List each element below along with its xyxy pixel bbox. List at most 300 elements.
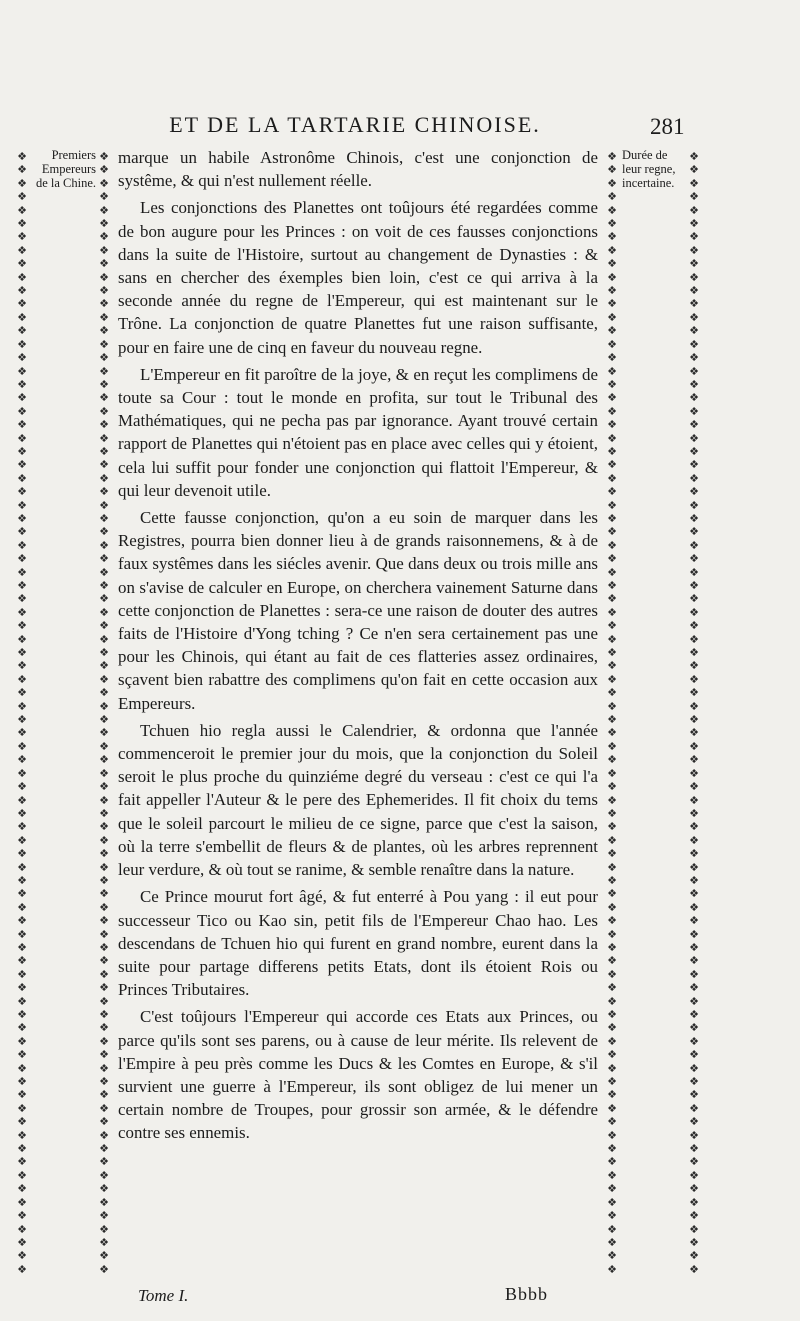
ornament-glyph: ❖ bbox=[99, 1088, 109, 1102]
ornament-glyph: ❖ bbox=[689, 270, 699, 284]
ornament-glyph: ❖ bbox=[689, 391, 699, 405]
ornament-glyph: ❖ bbox=[99, 310, 109, 324]
ornament-glyph: ❖ bbox=[689, 190, 699, 204]
ornament-glyph: ❖ bbox=[689, 981, 699, 995]
ornament-glyph: ❖ bbox=[99, 605, 109, 619]
ornament-glyph: ❖ bbox=[17, 592, 27, 606]
ornament-glyph: ❖ bbox=[99, 981, 109, 995]
ornament-glyph: ❖ bbox=[607, 1115, 617, 1129]
ornament-glyph: ❖ bbox=[99, 337, 109, 351]
ornament-glyph: ❖ bbox=[17, 686, 27, 700]
ornament-glyph: ❖ bbox=[607, 699, 617, 713]
ornament-glyph: ❖ bbox=[689, 619, 699, 633]
ornament-glyph: ❖ bbox=[607, 284, 617, 298]
ornament-glyph: ❖ bbox=[17, 418, 27, 432]
ornament-glyph: ❖ bbox=[99, 1155, 109, 1169]
main-text bbox=[118, 146, 598, 1149]
ornament-glyph: ❖ bbox=[689, 887, 699, 901]
ornament-glyph: ❖ bbox=[99, 766, 109, 780]
ornament-glyph: ❖ bbox=[99, 1048, 109, 1062]
paragraph: Ce Prince mourut fort âgé, & fut enterré à Pou yang : il eut pour successeur Tico ou Kao sin, petit fils de l'Empereur Chao hao. Les descendans de Tchuen hio qui furent en grand nombre, eurent dans la suite pour partage differens petits Etats, dont ils étoient Rois ou Princes Tributaires. bbox=[118, 887, 598, 1000]
ornament-glyph: ❖ bbox=[607, 498, 617, 512]
ornament-glyph: ❖ bbox=[689, 1048, 699, 1062]
ornament-glyph: ❖ bbox=[689, 1008, 699, 1021]
ornament-glyph: ❖ bbox=[607, 1262, 617, 1276]
ornament-glyph: ❖ bbox=[17, 525, 27, 539]
ornament-glyph: ❖ bbox=[17, 1222, 27, 1236]
ornament-glyph: ❖ bbox=[607, 511, 617, 525]
ornament-glyph: ❖ bbox=[99, 592, 109, 606]
ornament-glyph: ❖ bbox=[17, 619, 27, 633]
ornament-glyph: ❖ bbox=[689, 1209, 699, 1223]
ornament-column-right-outer bbox=[686, 150, 702, 1280]
ornament-glyph: ❖ bbox=[689, 1195, 699, 1209]
ornament-glyph: ❖ bbox=[17, 217, 27, 231]
ornament-glyph: ❖ bbox=[17, 203, 27, 217]
ornament-glyph: ❖ bbox=[17, 1195, 27, 1209]
ornament-glyph: ❖ bbox=[689, 860, 699, 874]
ornament-glyph: ❖ bbox=[689, 1034, 699, 1048]
ornament-glyph: ❖ bbox=[17, 163, 27, 177]
ornament-glyph: ❖ bbox=[607, 579, 617, 592]
ornament-glyph: ❖ bbox=[99, 297, 109, 311]
ornament-glyph: ❖ bbox=[607, 914, 617, 928]
ornament-glyph: ❖ bbox=[17, 940, 27, 954]
ornament-glyph: ❖ bbox=[17, 994, 27, 1008]
ornament-glyph: ❖ bbox=[689, 967, 699, 981]
ornament-glyph: ❖ bbox=[689, 592, 699, 606]
ornament-glyph: ❖ bbox=[607, 1182, 617, 1196]
ornament-glyph: ❖ bbox=[689, 579, 699, 592]
ornament-glyph: ❖ bbox=[17, 1142, 27, 1156]
ornament-glyph: ❖ bbox=[17, 1209, 27, 1223]
ornament-glyph: ❖ bbox=[99, 243, 109, 257]
ornament-glyph: ❖ bbox=[689, 176, 699, 190]
ornament-glyph: ❖ bbox=[99, 820, 109, 834]
ornament-glyph: ❖ bbox=[607, 337, 617, 351]
ornament-glyph: ❖ bbox=[17, 579, 27, 592]
ornament-glyph: ❖ bbox=[607, 257, 617, 271]
ornament-glyph: ❖ bbox=[607, 431, 617, 445]
ornament-glyph: ❖ bbox=[17, 431, 27, 445]
ornament-glyph: ❖ bbox=[689, 1088, 699, 1102]
ornament-glyph: ❖ bbox=[607, 1075, 617, 1089]
ornament-glyph: ❖ bbox=[689, 900, 699, 914]
ornament-glyph: ❖ bbox=[99, 391, 109, 405]
ornament-glyph: ❖ bbox=[689, 739, 699, 753]
ornament-column-right-inner bbox=[604, 150, 620, 1280]
ornament-glyph: ❖ bbox=[607, 954, 617, 968]
ornament-glyph: ❖ bbox=[99, 377, 109, 391]
ornament-glyph: ❖ bbox=[607, 900, 617, 914]
ornament-glyph: ❖ bbox=[607, 873, 617, 887]
ornament-glyph: ❖ bbox=[607, 485, 617, 499]
ornament-glyph: ❖ bbox=[17, 552, 27, 566]
ornament-glyph: ❖ bbox=[99, 257, 109, 271]
ornament-glyph: ❖ bbox=[99, 967, 109, 981]
ornament-glyph: ❖ bbox=[99, 940, 109, 954]
ornament-glyph: ❖ bbox=[17, 404, 27, 418]
ornament-glyph: ❖ bbox=[17, 833, 27, 847]
paragraph: Cette fausse conjonction, qu'on a eu soin de marquer dans les Registres, pourra bien donner lieu à de grands raisonnemens, & à de faux systêmes dans les siécles avenir. Que dans deux ou trois mille ans on s'avise de calculer en Europe, on cherchera vainement Saturne dans cette conjonction de Planettes : sera-ce une raison de douter des autres faits de l'Histoire d'Yong tching ? Ce n'en sera certainement pas une pour les Chinois, qui étant au fait de ces flatteries assez ordinaires, sçavent bien rabattre des complimens qu'on fait en cette occasion aux Empereurs. bbox=[118, 508, 598, 713]
ornament-glyph: ❖ bbox=[689, 806, 699, 820]
ornament-glyph: ❖ bbox=[689, 1061, 699, 1075]
ornament-glyph: ❖ bbox=[607, 605, 617, 619]
ornament-glyph: ❖ bbox=[689, 793, 699, 807]
ornament-glyph: ❖ bbox=[99, 646, 109, 660]
ornament-glyph: ❖ bbox=[689, 1128, 699, 1142]
ornament-glyph: ❖ bbox=[607, 471, 617, 485]
ornament-glyph: ❖ bbox=[17, 847, 27, 861]
ornament-glyph: ❖ bbox=[99, 793, 109, 807]
ornament-glyph: ❖ bbox=[99, 833, 109, 847]
ornament-glyph: ❖ bbox=[607, 686, 617, 700]
ornament-glyph: ❖ bbox=[17, 1155, 27, 1169]
ornament-glyph: ❖ bbox=[607, 525, 617, 539]
ornament-glyph: ❖ bbox=[99, 713, 109, 727]
ornament-glyph: ❖ bbox=[689, 927, 699, 941]
ornament-glyph: ❖ bbox=[99, 1195, 109, 1209]
ornament-glyph: ❖ bbox=[17, 1075, 27, 1089]
ornament-glyph: ❖ bbox=[17, 1262, 27, 1276]
ornament-glyph: ❖ bbox=[607, 163, 617, 177]
ornament-glyph: ❖ bbox=[99, 351, 109, 365]
ornament-glyph: ❖ bbox=[17, 538, 27, 552]
ornament-glyph: ❖ bbox=[607, 230, 617, 244]
ornament-glyph: ❖ bbox=[607, 1061, 617, 1075]
ornament-glyph: ❖ bbox=[607, 351, 617, 365]
ornament-glyph: ❖ bbox=[607, 820, 617, 834]
ornament-glyph: ❖ bbox=[17, 243, 27, 257]
ornament-glyph: ❖ bbox=[607, 1168, 617, 1182]
ornament-glyph: ❖ bbox=[99, 444, 109, 458]
ornament-glyph: ❖ bbox=[99, 753, 109, 767]
ornament-glyph: ❖ bbox=[689, 954, 699, 968]
ornament-glyph: ❖ bbox=[99, 780, 109, 794]
ornament-glyph: ❖ bbox=[689, 230, 699, 244]
ornament-glyph: ❖ bbox=[99, 471, 109, 485]
ornament-glyph: ❖ bbox=[607, 297, 617, 311]
ornament-glyph: ❖ bbox=[607, 793, 617, 807]
ornament-glyph: ❖ bbox=[17, 1182, 27, 1196]
ornament-glyph: ❖ bbox=[607, 927, 617, 941]
ornament-glyph: ❖ bbox=[689, 659, 699, 673]
ornament-glyph: ❖ bbox=[607, 310, 617, 324]
ornament-glyph: ❖ bbox=[99, 498, 109, 512]
ornament-glyph: ❖ bbox=[17, 1021, 27, 1035]
ornament-glyph: ❖ bbox=[607, 887, 617, 901]
ornament-glyph: ❖ bbox=[689, 525, 699, 539]
ornament-glyph: ❖ bbox=[99, 1061, 109, 1075]
ornament-glyph: ❖ bbox=[689, 766, 699, 780]
ornament-glyph: ❖ bbox=[99, 739, 109, 753]
volume-label: Tome I. bbox=[138, 1286, 189, 1305]
ornament-glyph: ❖ bbox=[99, 1115, 109, 1129]
ornament-glyph: ❖ bbox=[99, 914, 109, 928]
ornament-glyph: ❖ bbox=[17, 739, 27, 753]
ornament-glyph: ❖ bbox=[689, 471, 699, 485]
ornament-glyph: ❖ bbox=[689, 1262, 699, 1276]
ornament-glyph: ❖ bbox=[99, 230, 109, 244]
ornament-glyph: ❖ bbox=[17, 1249, 27, 1263]
ornament-glyph: ❖ bbox=[99, 190, 109, 204]
ornament-glyph: ❖ bbox=[607, 833, 617, 847]
ornament-glyph: ❖ bbox=[689, 1101, 699, 1115]
ornament-glyph: ❖ bbox=[607, 753, 617, 767]
ornament-glyph: ❖ bbox=[17, 1128, 27, 1142]
ornament-glyph: ❖ bbox=[689, 404, 699, 418]
ornament-glyph: ❖ bbox=[689, 538, 699, 552]
ornament-glyph: ❖ bbox=[607, 1021, 617, 1035]
ornament-glyph: ❖ bbox=[689, 498, 699, 512]
ornament-glyph: ❖ bbox=[17, 337, 27, 351]
ornament-glyph: ❖ bbox=[99, 565, 109, 579]
ornament-glyph: ❖ bbox=[607, 404, 617, 418]
ornament-glyph: ❖ bbox=[607, 619, 617, 633]
ornament-glyph: ❖ bbox=[607, 203, 617, 217]
ornament-glyph: ❖ bbox=[17, 1101, 27, 1115]
ornament-glyph: ❖ bbox=[99, 579, 109, 592]
ornament-glyph: ❖ bbox=[689, 632, 699, 646]
ornament-glyph: ❖ bbox=[607, 1249, 617, 1263]
ornament-glyph: ❖ bbox=[607, 377, 617, 391]
ornament-glyph: ❖ bbox=[689, 605, 699, 619]
ornament-glyph: ❖ bbox=[17, 780, 27, 794]
ornament-glyph: ❖ bbox=[689, 873, 699, 887]
ornament-glyph: ❖ bbox=[99, 458, 109, 472]
ornament-glyph: ❖ bbox=[17, 1008, 27, 1021]
ornament-glyph: ❖ bbox=[99, 659, 109, 673]
ornament-glyph: ❖ bbox=[99, 525, 109, 539]
ornament-glyph: ❖ bbox=[99, 404, 109, 418]
ornament-glyph: ❖ bbox=[99, 1142, 109, 1156]
ornament-glyph: ❖ bbox=[689, 1182, 699, 1196]
ornament-glyph: ❖ bbox=[689, 1222, 699, 1236]
ornament-glyph: ❖ bbox=[607, 994, 617, 1008]
paragraph: Les conjonctions des Planettes ont toûjours été regardées comme de bon augure pour les Princes : on voit de ces fausses conjonctions dans la suite de l'Histoire, surtout au changement de Dynasties : & sans en chercher des éxemples bien loin, c'est ce qui arriva à la seconde année du regne de l'Empereur, qui est maintenant sur le Trône. La conjonction de quatre Planettes fut une raison suffisante, pour en faire une de cinq en faveur du nouveau regne. bbox=[118, 198, 598, 357]
ornament-glyph: ❖ bbox=[607, 538, 617, 552]
ornament-glyph: ❖ bbox=[607, 1128, 617, 1142]
ornament-glyph: ❖ bbox=[17, 230, 27, 244]
ornament-glyph: ❖ bbox=[607, 1008, 617, 1021]
ornament-glyph: ❖ bbox=[607, 1222, 617, 1236]
ornament-glyph: ❖ bbox=[689, 780, 699, 794]
ornament-glyph: ❖ bbox=[99, 686, 109, 700]
ornament-glyph: ❖ bbox=[99, 847, 109, 861]
ornament-glyph: ❖ bbox=[689, 337, 699, 351]
ornament-glyph: ❖ bbox=[99, 1008, 109, 1021]
ornament-glyph: ❖ bbox=[17, 444, 27, 458]
ornament-glyph: ❖ bbox=[607, 940, 617, 954]
ornament-glyph: ❖ bbox=[17, 190, 27, 204]
ornament-glyph: ❖ bbox=[607, 632, 617, 646]
ornament-glyph: ❖ bbox=[607, 1235, 617, 1249]
ornament-glyph: ❖ bbox=[99, 552, 109, 566]
ornament-glyph: ❖ bbox=[99, 726, 109, 740]
ornament-glyph: ❖ bbox=[607, 243, 617, 257]
ornament-glyph: ❖ bbox=[99, 632, 109, 646]
ornament-glyph: ❖ bbox=[607, 847, 617, 861]
ornament-glyph: ❖ bbox=[99, 672, 109, 686]
ornament-glyph: ❖ bbox=[689, 1235, 699, 1249]
ornament-glyph: ❖ bbox=[17, 726, 27, 740]
ornament-glyph: ❖ bbox=[99, 324, 109, 338]
ornament-glyph: ❖ bbox=[607, 967, 617, 981]
ornament-glyph: ❖ bbox=[607, 1048, 617, 1062]
ornament-glyph: ❖ bbox=[689, 444, 699, 458]
paragraph: Tchuen hio regla aussi le Calendrier, & ordonna que l'année commenceroit le premier jour du mois, que la conjonction du Soleil seroit le plus proche du quinziéme degré du verseau : c'est ce qui l'a fait appeller l'Auteur & le pere des Ephemerides. Il fit choix du tems que le soleil parcourt le milieu de ce signe, parce que c'est la saison, où la terre s'embellit de fleurs & de plantes, où les arbres reprennent leur verdure, & où tout se ranime, & semble renaître dans la nature. bbox=[118, 720, 598, 880]
ornament-glyph: ❖ bbox=[17, 860, 27, 874]
ornament-glyph: ❖ bbox=[99, 699, 109, 713]
ornament-glyph: ❖ bbox=[17, 257, 27, 271]
margin-note-right: Durée de leur regne, incertaine. bbox=[622, 148, 676, 190]
ornament-glyph: ❖ bbox=[99, 927, 109, 941]
ornament-column-left-inner bbox=[96, 150, 112, 1280]
ornament-glyph: ❖ bbox=[17, 766, 27, 780]
ornament-glyph: ❖ bbox=[17, 713, 27, 727]
ornament-glyph: ❖ bbox=[17, 954, 27, 968]
ornament-glyph: ❖ bbox=[17, 150, 27, 163]
ornament-glyph: ❖ bbox=[689, 364, 699, 378]
ornament-glyph: ❖ bbox=[99, 1262, 109, 1276]
ornament-glyph: ❖ bbox=[17, 351, 27, 365]
ornament-glyph: ❖ bbox=[607, 592, 617, 606]
ornament-column-left-outer bbox=[14, 150, 30, 1280]
ornament-glyph: ❖ bbox=[99, 900, 109, 914]
ornament-glyph: ❖ bbox=[99, 1034, 109, 1048]
signature-mark: Bbbb bbox=[505, 1284, 549, 1304]
ornament-glyph: ❖ bbox=[99, 994, 109, 1008]
ornament-glyph: ❖ bbox=[689, 257, 699, 271]
ornament-glyph: ❖ bbox=[689, 699, 699, 713]
running-title: ET DE LA TARTARIE CHINOISE. bbox=[169, 112, 541, 137]
ornament-glyph: ❖ bbox=[17, 364, 27, 378]
ornament-glyph: ❖ bbox=[99, 538, 109, 552]
ornament-glyph: ❖ bbox=[689, 1142, 699, 1156]
ornament-glyph: ❖ bbox=[607, 659, 617, 673]
ornament-glyph: ❖ bbox=[17, 176, 27, 190]
ornament-glyph: ❖ bbox=[689, 833, 699, 847]
ornament-glyph: ❖ bbox=[99, 1235, 109, 1249]
ornament-glyph: ❖ bbox=[17, 659, 27, 673]
ornament-glyph: ❖ bbox=[607, 1034, 617, 1048]
ornament-glyph: ❖ bbox=[689, 297, 699, 311]
ornament-glyph: ❖ bbox=[17, 914, 27, 928]
ornament-glyph: ❖ bbox=[607, 150, 617, 163]
ornament-glyph: ❖ bbox=[607, 1209, 617, 1223]
ornament-glyph: ❖ bbox=[99, 806, 109, 820]
ornament-glyph: ❖ bbox=[99, 270, 109, 284]
ornament-glyph: ❖ bbox=[99, 485, 109, 499]
ornament-glyph: ❖ bbox=[607, 672, 617, 686]
ornament-glyph: ❖ bbox=[689, 940, 699, 954]
ornament-glyph: ❖ bbox=[689, 418, 699, 432]
ornament-glyph: ❖ bbox=[689, 565, 699, 579]
ornament-glyph: ❖ bbox=[689, 163, 699, 177]
ornament-glyph: ❖ bbox=[17, 806, 27, 820]
ornament-glyph: ❖ bbox=[689, 485, 699, 499]
paragraph: L'Empereur en fit paroître de la joye, & en reçut les complimens de toute sa Cour : tout le monde en profita, sur tout le Tribunal des Mathématiques, qui ne pecha pas par ignorance. Ayant trouvé certain rapport de Planettes qui n'étoient pas en place avec celles qui y étoient, cela lui suffit pour fonder une conjonction qui flattoit l'Empereur, & qui leur devenoit utile. bbox=[118, 364, 598, 500]
ornament-glyph: ❖ bbox=[17, 270, 27, 284]
ornament-glyph: ❖ bbox=[99, 873, 109, 887]
ornament-glyph: ❖ bbox=[99, 364, 109, 378]
ornament-glyph: ❖ bbox=[17, 310, 27, 324]
ornament-glyph: ❖ bbox=[607, 806, 617, 820]
ornament-glyph: ❖ bbox=[607, 1088, 617, 1102]
ornament-glyph: ❖ bbox=[607, 444, 617, 458]
ornament-glyph: ❖ bbox=[17, 900, 27, 914]
ornament-glyph: ❖ bbox=[607, 364, 617, 378]
ornament-glyph: ❖ bbox=[689, 203, 699, 217]
ornament-glyph: ❖ bbox=[689, 552, 699, 566]
paragraph: C'est toûjours l'Empereur qui accorde ces Etats aux Princes, ou parce qu'ils sont ses parens, ou à cause de leur mérite. Ils relevent de l'Empire à peu près comme les Ducs & les Comtes en Europe, & s'il survient une guerre à l'Empereur, ils sont obligez de lui mener un certain nombre de Troupes, pour grossir son armée, & le défendre contre ses ennemis. bbox=[118, 1007, 598, 1143]
page-number: 281 bbox=[650, 114, 685, 139]
ornament-glyph: ❖ bbox=[607, 766, 617, 780]
ornament-glyph: ❖ bbox=[99, 284, 109, 298]
ornament-glyph: ❖ bbox=[99, 163, 109, 177]
ornament-glyph: ❖ bbox=[689, 1021, 699, 1035]
ornament-glyph: ❖ bbox=[99, 1249, 109, 1263]
ornament-glyph: ❖ bbox=[689, 1115, 699, 1129]
ornament-glyph: ❖ bbox=[99, 1182, 109, 1196]
ornament-glyph: ❖ bbox=[99, 431, 109, 445]
ornament-glyph: ❖ bbox=[689, 726, 699, 740]
ornament-glyph: ❖ bbox=[99, 150, 109, 163]
ornament-glyph: ❖ bbox=[689, 458, 699, 472]
ornament-glyph: ❖ bbox=[17, 887, 27, 901]
ornament-glyph: ❖ bbox=[17, 873, 27, 887]
ornament-glyph: ❖ bbox=[99, 1222, 109, 1236]
ornament-glyph: ❖ bbox=[99, 203, 109, 217]
ornament-glyph: ❖ bbox=[17, 1034, 27, 1048]
ornament-glyph: ❖ bbox=[689, 310, 699, 324]
ornament-glyph: ❖ bbox=[689, 351, 699, 365]
ornament-glyph: ❖ bbox=[17, 1061, 27, 1075]
ornament-glyph: ❖ bbox=[607, 780, 617, 794]
ornament-glyph: ❖ bbox=[99, 887, 109, 901]
ornament-glyph: ❖ bbox=[607, 418, 617, 432]
ornament-glyph: ❖ bbox=[689, 994, 699, 1008]
ornament-glyph: ❖ bbox=[17, 632, 27, 646]
ornament-glyph: ❖ bbox=[607, 713, 617, 727]
ornament-glyph: ❖ bbox=[99, 418, 109, 432]
ornament-glyph: ❖ bbox=[607, 458, 617, 472]
ornament-glyph: ❖ bbox=[607, 860, 617, 874]
ornament-glyph: ❖ bbox=[689, 377, 699, 391]
ornament-glyph: ❖ bbox=[17, 485, 27, 499]
ornament-glyph: ❖ bbox=[17, 297, 27, 311]
ornament-glyph: ❖ bbox=[689, 713, 699, 727]
ornament-glyph: ❖ bbox=[689, 1168, 699, 1182]
ornament-glyph: ❖ bbox=[607, 176, 617, 190]
ornament-glyph: ❖ bbox=[607, 981, 617, 995]
ornament-glyph: ❖ bbox=[17, 605, 27, 619]
paragraph: marque un habile Astronôme Chinois, c'est une conjonction de systême, & qui n'est nullement réelle. bbox=[118, 148, 598, 191]
ornament-glyph: ❖ bbox=[689, 324, 699, 338]
ornament-glyph: ❖ bbox=[607, 324, 617, 338]
ornament-glyph: ❖ bbox=[17, 646, 27, 660]
ornament-glyph: ❖ bbox=[17, 981, 27, 995]
ornament-glyph: ❖ bbox=[99, 860, 109, 874]
ornament-glyph: ❖ bbox=[99, 1075, 109, 1089]
ornament-glyph: ❖ bbox=[99, 1168, 109, 1182]
ornament-glyph: ❖ bbox=[17, 1235, 27, 1249]
ornament-glyph: ❖ bbox=[17, 1048, 27, 1062]
ornament-glyph: ❖ bbox=[607, 565, 617, 579]
ornament-glyph: ❖ bbox=[689, 1075, 699, 1089]
ornament-glyph: ❖ bbox=[689, 914, 699, 928]
ornament-glyph: ❖ bbox=[17, 498, 27, 512]
